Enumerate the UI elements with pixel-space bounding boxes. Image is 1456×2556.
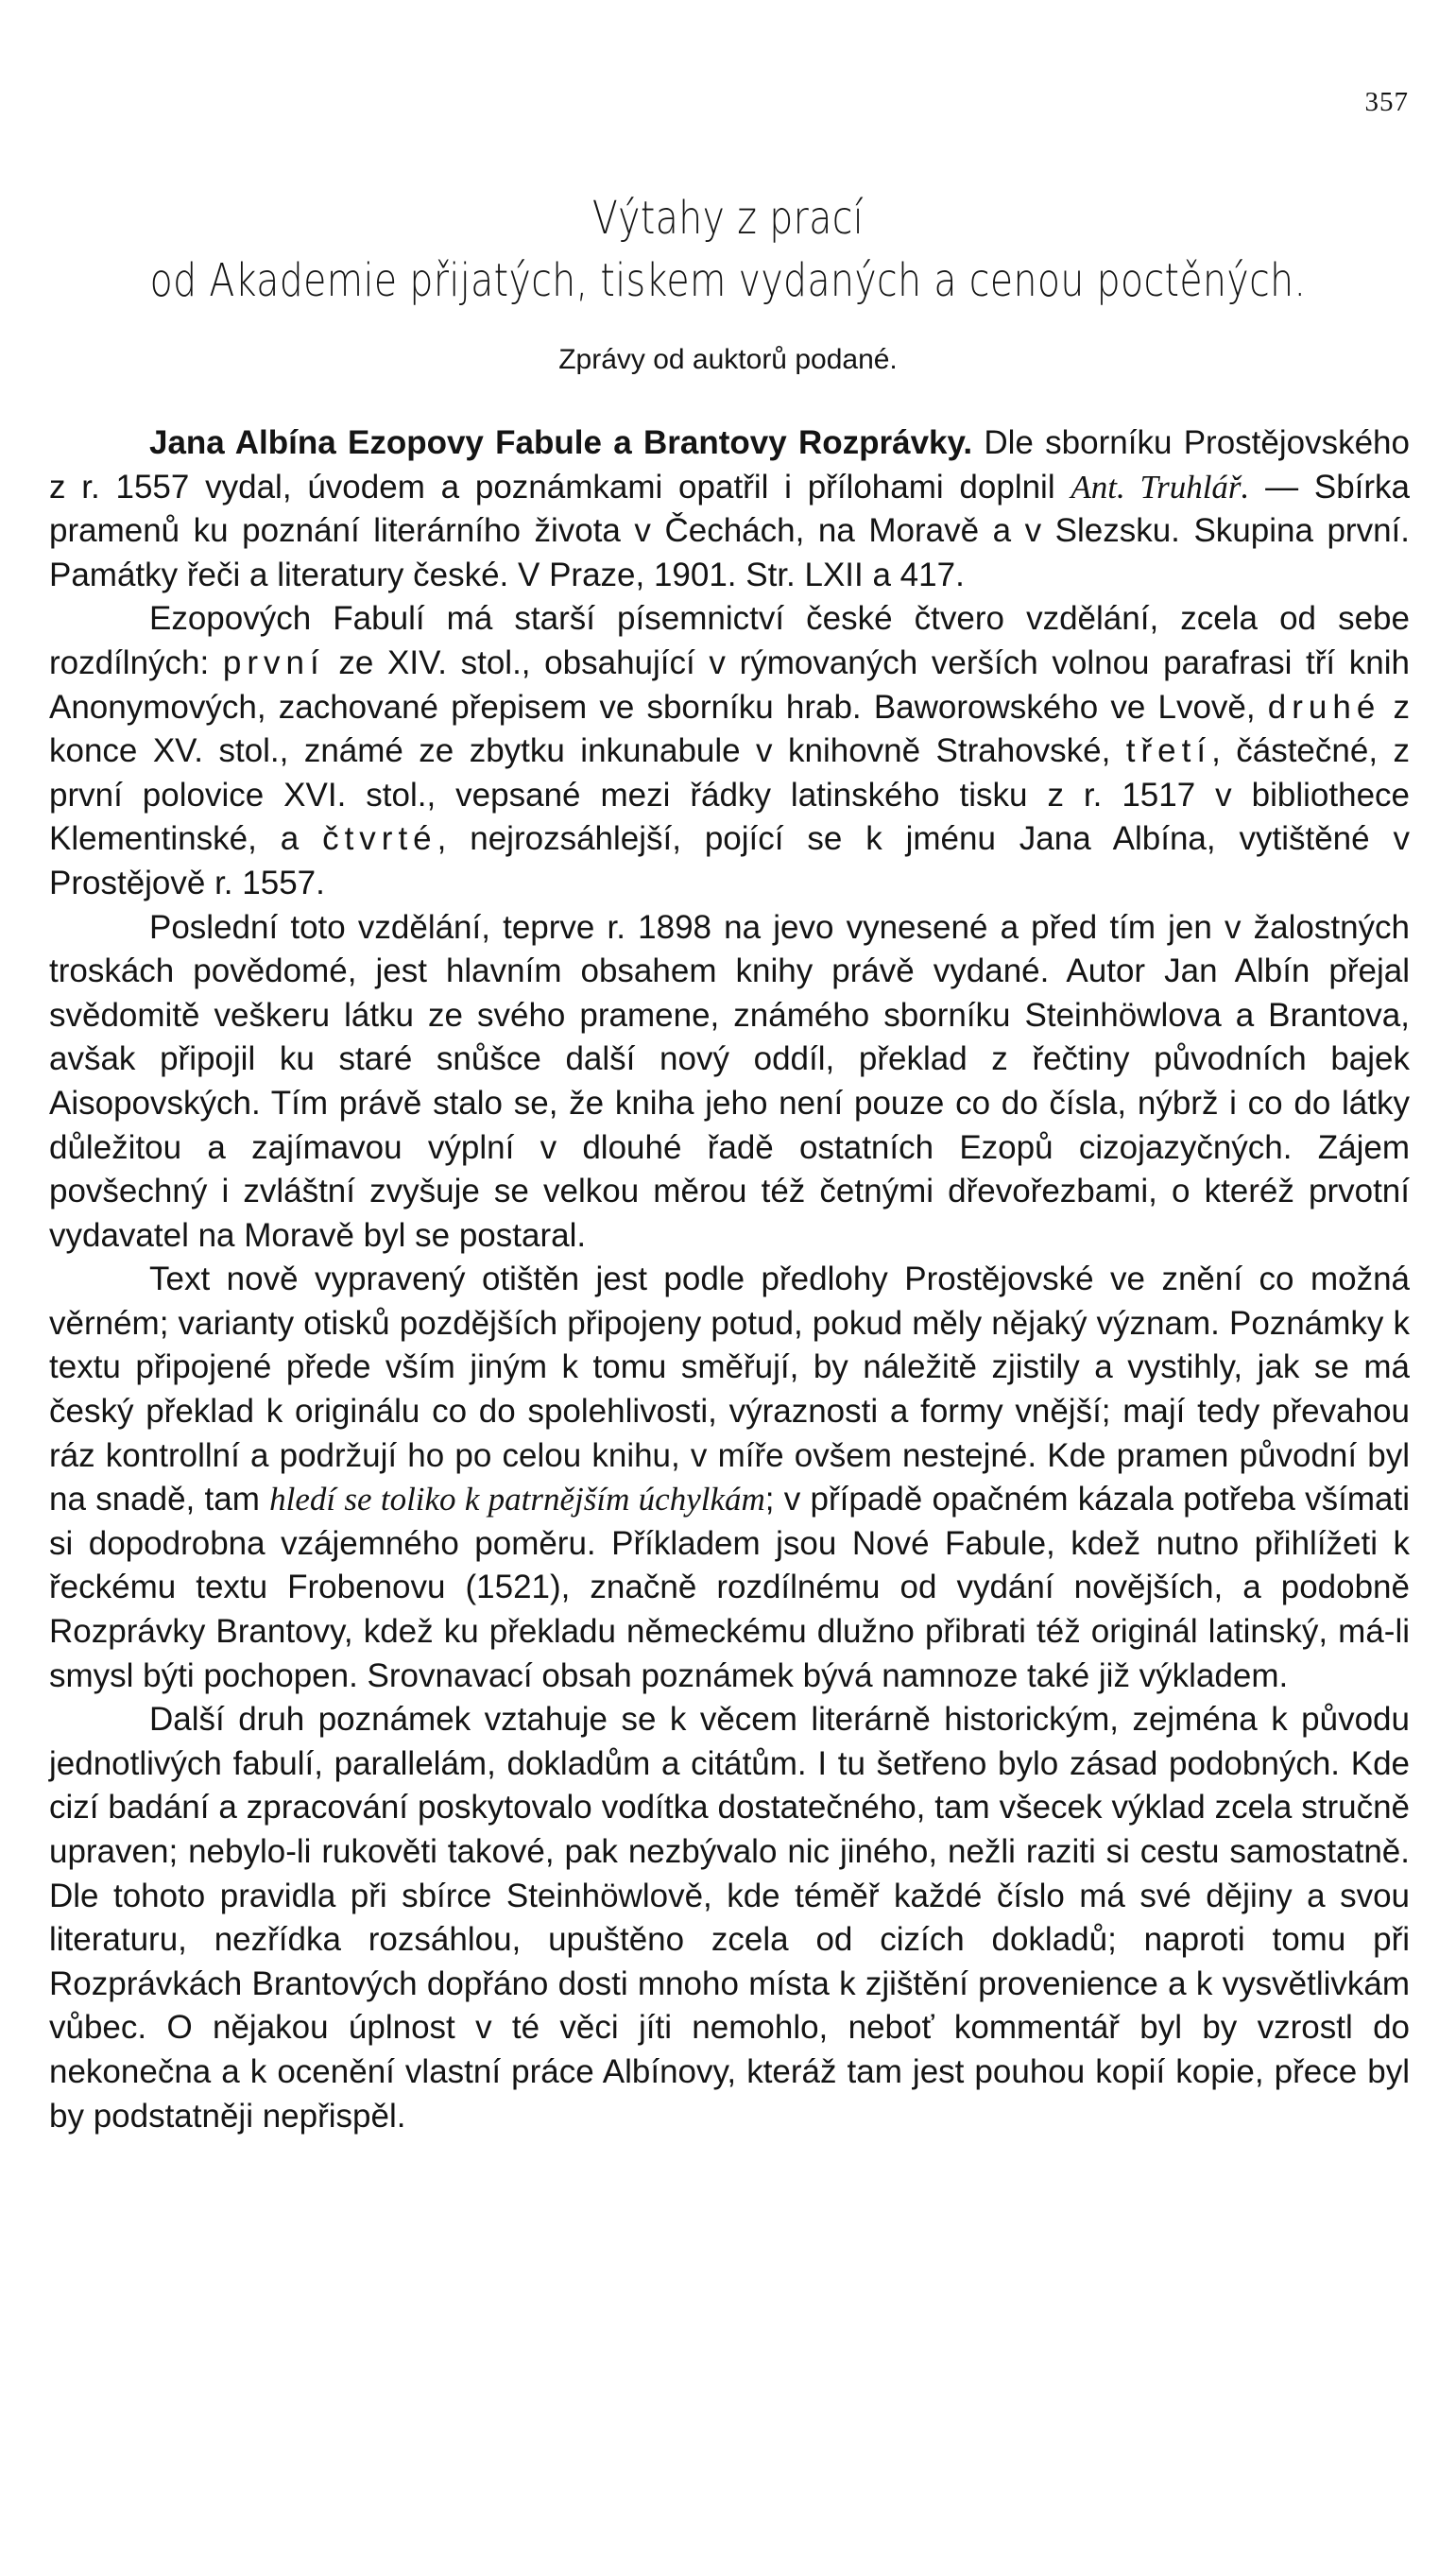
entry-intro: Dle sborníku Prostějovského z r. 1557 vydal, úvodem a poznámkami opatřil i přílohami doplnil xyxy=(49,424,1410,506)
section-title xyxy=(0,187,1456,312)
emphasis-third: třetí xyxy=(1125,732,1212,770)
paragraph-1-text-c: z konce XV. stol., známé ze zbytku inkunabule v knihovně Strahovské, xyxy=(49,688,1411,770)
emphasis-second: druhé xyxy=(1267,688,1381,726)
section-title-line-2: od Akademie přijatých, tiskem vydaných a cenou poctěných. xyxy=(149,254,1307,307)
bibliographic-entry xyxy=(49,421,1410,597)
paragraph-3-italic: hledí se toliko k patrnějším úchylkám xyxy=(269,1481,765,1518)
paragraph-3-text-b: ; v případě opačném kázala potřeba všímati si dopodrobna vzájemného poměru. Příkladem jsou Nové Fabule, kdež nutno přihlížeti k řeckému textu Frobenovu (1521), značně rozdílnému od vydání novějších, a podobně Rozprávky Brantovy, kdež ku překladu německému dlužno přibrati též originál latinský, má-li smysl býti pochopen. Srovnavací obsah poznámek bývá namnoze také již výkladem. xyxy=(49,1481,1410,1694)
paragraph-1-text-b: ze XIV. stol., obsahující v rýmovaných verších volnou parafrasi tří knih Anonymových, zachované přepisem ve sborníku hrab. Baworowského ve Lvově, xyxy=(49,643,1410,726)
section-subtitle: Zprávy od auktorů podané. xyxy=(558,344,898,375)
entry-series: — Sbírka pramenů ku poznání literárního života v Čechách, na Moravě a v Slezsku. Skupina první. Památky řeči a literatury české. V Praze, 1901. Str. LXII a 417. xyxy=(49,468,1410,593)
entry-heading: Jana Albína Ezopovy Fabule a Brantovy Rozprávky. xyxy=(149,424,973,461)
paragraph-3 xyxy=(49,1258,1410,1698)
paragraph-3-text-a: Text nově vypravený otištěn jest podle předlohy Prostějovské ve znění co možná věrném; varianty otisků pozdějších připojeny potud, pokud měly nějaký význam. Poznámky k textu připojené přede vším jiným k tomu směřují, by náležitě zjistily a vystihly, jak se má český překlad k originálu co do spolehlivosti, výraznosti a formy vnější; mají tedy převahou ráz kontrollní a podržují ho po celou knihu, v míře ovšem nestejné. Kde pramen původní byl na snadě, tam xyxy=(49,1261,1410,1518)
article-body xyxy=(49,421,1410,2138)
paragraph-1 xyxy=(49,597,1410,905)
paragraph-1-text-d: , částečné, z první polovice XVI. stol., vepsané mezi řádky latinského tisku z r. 1517 v bibliothece Klementinské, a xyxy=(49,732,1410,858)
entry-editor: Ant. Truhlář. xyxy=(1071,468,1250,506)
paragraph-1-text-a: Ezopových Fabulí má starší písemnictví české čtvero vzdělání, zcela od sebe rozdílných: xyxy=(49,600,1410,681)
paragraph-1-text-e: , nejrozsáhlejší, pojící se k jménu Jana Albína, vytištěné v Prostějově r. 1557. xyxy=(49,820,1410,901)
paragraph-4: Další druh poznámek vztahuje se k věcem literárně historickým, zejména k původu jednotlivých fabulí, parallelám, dokladům a citátům. I tu šetřeno bylo zásad podobných. Kde cizí badání a zpracování poskytovalo vodítka dostatečného, tam všecek výklad zcela stručně upraven; nebylo-li rukověti takové, pak nezbývalo nic jiného, nežli raziti si cestu samostatně. Dle tohoto pravidla při sbírce Steinhöwlově, kde téměř každé číslo má své dějiny a svou literaturu, nezřídka rozsáhlou, upuštěno zcela od cizích dokladů; naproti tomu při Rozprávkách Brantových dopřáno dosti mnoho místa k zjištění provenience a k vysvětlivkám vůbec. O nějakou úplnost v té věci jíti nemohlo, neboť kommentář byl by vzrostl do nekonečna a k ocenění vlastní práce Albínovy, kteráž tam jest pouhou kopií kopie, přece byl by podstatněji nepřispěl. xyxy=(49,1701,1410,2135)
emphasis-fourth: čtvrté xyxy=(322,820,437,858)
section-title-line-1: Výtahy z prací xyxy=(591,192,865,245)
emphasis-first: první xyxy=(222,643,325,681)
paragraph-2: Poslední toto vzdělání, teprve r. 1898 na jevo vynesené a před tím jen v žalostných troskách povědomé, jest hlavním obsahem knihy právě vydané. Autor Jan Albín přejal svědomitě veškeru látku ze svého pramene, známého sborníku Steinhöwlova a Brantova, avšak připojil ku staré snůšce další nový oddíl, překlad z řečtiny původních bajek Aisopovských. Tím právě stalo se, že kniha jeho není pouze co do čísla, nýbrž i co do látky důležitou a zajímavou výplní v dlouhé řadě ostatních Ezopů cizojazyčných. Zájem povšechný i zvláštní zvyšuje se velkou měrou též četnými dřevořezbami, o kteréž prvotní vydavatel na Moravě byl se postaral. xyxy=(49,908,1410,1254)
page-number: 357 xyxy=(1364,87,1409,117)
